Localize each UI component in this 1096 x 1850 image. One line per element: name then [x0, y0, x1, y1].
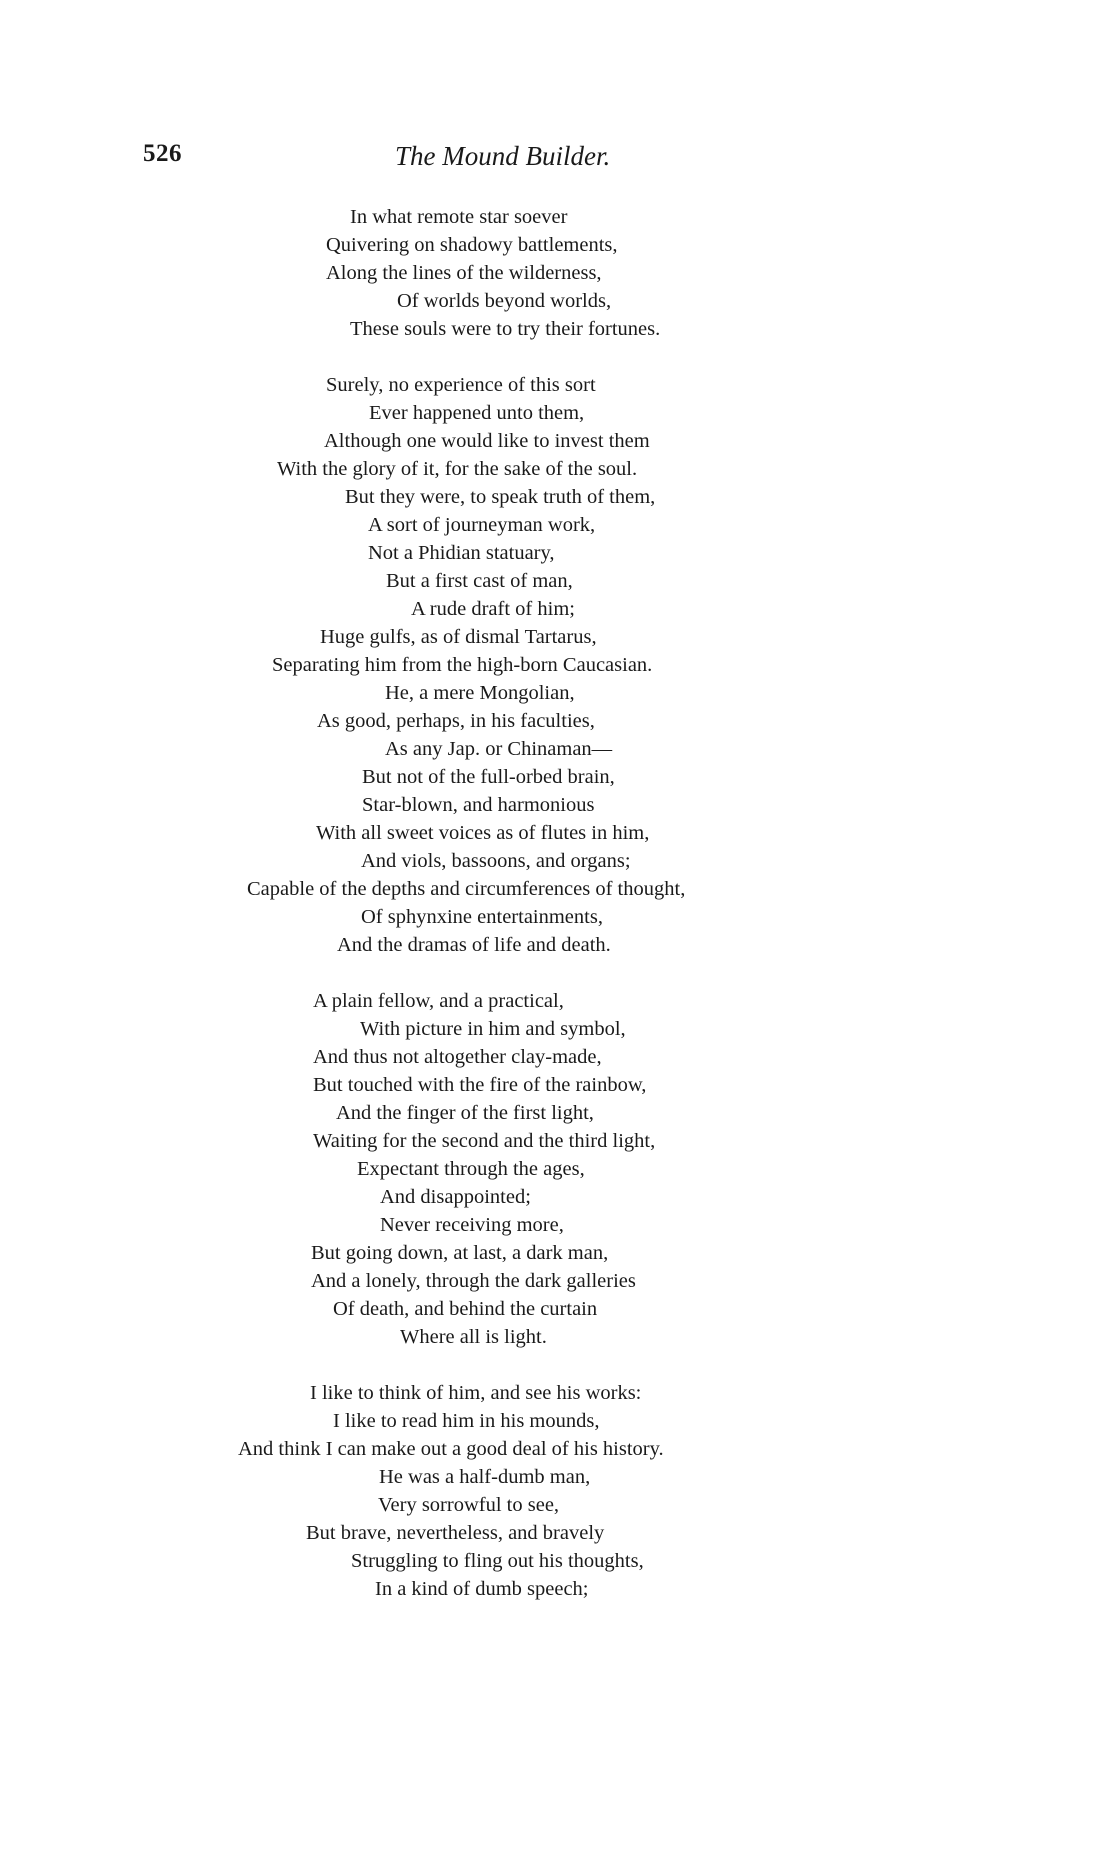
running-title: The Mound Builder. — [395, 141, 611, 171]
poem-line: Although one would like to invest them — [324, 430, 650, 452]
poem-line: Huge gulfs, as of dismal Tartarus, — [320, 626, 597, 648]
poem-line: Surely, no experience of this sort — [326, 374, 596, 396]
poem-line: And a lonely, through the dark galleries — [311, 1270, 636, 1292]
poem-line: A sort of journeyman work, — [368, 514, 596, 536]
poem-line: And viols, bassoons, and organs; — [361, 850, 631, 872]
poem-line: As good, perhaps, in his faculties, — [317, 710, 595, 732]
poem-line: Along the lines of the wilderness, — [326, 262, 602, 284]
poem-line: But they were, to speak truth of them, — [345, 486, 656, 508]
poem-line: Very sorrowful to see, — [378, 1494, 560, 1516]
poem-line: I like to read him in his mounds, — [333, 1410, 600, 1432]
poem-line: But touched with the fire of the rainbow, — [313, 1074, 647, 1096]
poem-line: But not of the full-orbed brain, — [362, 766, 615, 788]
poem-line: Struggling to fling out his thoughts, — [351, 1550, 644, 1572]
page-number: 526 — [143, 140, 182, 167]
poem-line: With the glory of it, for the sake of the soul. — [277, 458, 638, 480]
poem-line: And the finger of the first light, — [336, 1102, 594, 1124]
poem-line: And thus not altogether clay-made, — [313, 1046, 602, 1068]
poem-line: Never receiving more, — [380, 1214, 564, 1236]
poem-line: And disappointed; — [380, 1186, 531, 1208]
poem-line: But going down, at last, a dark man, — [311, 1242, 609, 1264]
poem-line: I like to think of him, and see his works: — [310, 1382, 642, 1404]
poem-line: Of worlds beyond worlds, — [397, 290, 612, 312]
poem-line: And think I can make out a good deal of his history. — [238, 1438, 664, 1460]
poem-line: He was a half-dumb man, — [379, 1466, 591, 1488]
poem-line: Where all is light. — [400, 1326, 547, 1348]
poem-line: Not a Phidian statuary, — [368, 542, 555, 564]
poem-line: Separating him from the high-born Caucasian. — [272, 654, 653, 676]
poem-line: Expectant through the ages, — [357, 1158, 585, 1180]
poem-line: Ever happened unto them, — [369, 402, 585, 424]
poem-line: With all sweet voices as of flutes in him, — [316, 822, 650, 844]
poem-line: He, a mere Mongolian, — [385, 682, 575, 704]
poem-line: With picture in him and symbol, — [360, 1018, 626, 1040]
poem-line: Quivering on shadowy battlements, — [326, 234, 618, 256]
poem-line: And the dramas of life and death. — [337, 934, 611, 956]
poem-line: But a first cast of man, — [386, 570, 573, 592]
poem-line: Capable of the depths and circumferences of thought, — [247, 878, 686, 900]
poem-line: In a kind of dumb speech; — [375, 1578, 589, 1600]
poem-line: Waiting for the second and the third light, — [313, 1130, 656, 1152]
poem-line: Of death, and behind the curtain — [333, 1298, 598, 1320]
poem-line: As any Jap. or Chinaman— — [385, 738, 613, 760]
poem-line: These souls were to try their fortunes. — [350, 318, 661, 340]
poem-line: A rude draft of him; — [411, 598, 575, 620]
poem-line: But brave, nevertheless, and bravely — [306, 1522, 605, 1544]
poem-line: In what remote star soever — [350, 206, 568, 228]
poem-line: Star-blown, and harmonious — [362, 794, 595, 816]
poem-line: Of sphynxine entertainments, — [361, 906, 603, 928]
poem-line: A plain fellow, and a practical, — [313, 990, 564, 1012]
